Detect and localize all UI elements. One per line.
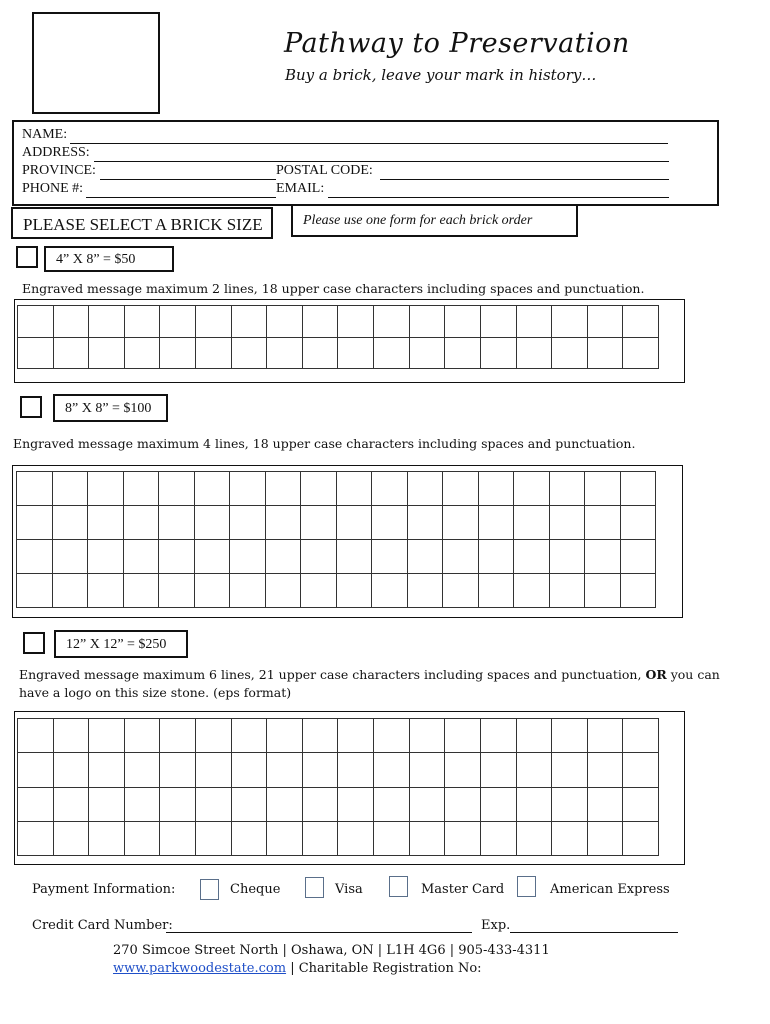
engraving-cell[interactable] bbox=[230, 540, 266, 574]
engraving-cell[interactable] bbox=[194, 540, 230, 574]
engraving-cell[interactable] bbox=[302, 337, 338, 369]
engraving-cell[interactable] bbox=[17, 506, 53, 540]
engraving-cell[interactable] bbox=[620, 506, 656, 540]
engraving-cell[interactable] bbox=[89, 337, 125, 369]
engraving-cell[interactable] bbox=[53, 787, 89, 821]
engraving-cell[interactable] bbox=[231, 306, 267, 338]
engraving-cell[interactable] bbox=[124, 821, 160, 855]
engraving-cell[interactable] bbox=[338, 821, 374, 855]
engraving-cell[interactable] bbox=[53, 753, 89, 787]
engraving-cell[interactable] bbox=[407, 540, 443, 574]
engraving-cell[interactable] bbox=[302, 821, 338, 855]
engraving-cell[interactable] bbox=[443, 540, 479, 574]
engraving-cell[interactable] bbox=[89, 787, 125, 821]
engraving-cell[interactable] bbox=[18, 306, 54, 338]
engraving-cell[interactable] bbox=[231, 337, 267, 369]
address-field[interactable] bbox=[94, 161, 669, 162]
engraving-cell[interactable] bbox=[552, 719, 588, 753]
engraving-cell[interactable] bbox=[336, 506, 372, 540]
engraving-cell[interactable] bbox=[338, 306, 374, 338]
engraving-cell[interactable] bbox=[267, 306, 303, 338]
footer-links bbox=[113, 961, 482, 976]
engraving-cell[interactable] bbox=[445, 753, 481, 787]
name-label: NAME: bbox=[22, 127, 68, 142]
engraving-cell[interactable] bbox=[159, 472, 195, 506]
brick-size-heading: PLEASE SELECT A BRICK SIZE bbox=[11, 207, 273, 239]
engraving-cell[interactable] bbox=[372, 574, 408, 608]
engraving-cell[interactable] bbox=[552, 787, 588, 821]
engraving-grid-12x12 bbox=[14, 711, 685, 865]
engraving-cell[interactable] bbox=[301, 540, 337, 574]
american-express-label: American Express bbox=[550, 882, 670, 897]
engraving-cell[interactable] bbox=[407, 506, 443, 540]
engraving-cell[interactable] bbox=[374, 787, 410, 821]
engraving-cell[interactable] bbox=[194, 574, 230, 608]
engraving-cell[interactable] bbox=[88, 472, 124, 506]
size-12x12-message-part2: you can bbox=[670, 667, 720, 682]
engraving-cell[interactable] bbox=[516, 719, 552, 753]
size-12x12-price: 12” X 12” = $250 bbox=[54, 630, 188, 658]
engraving-cell[interactable] bbox=[231, 821, 267, 855]
engraving-cell[interactable] bbox=[585, 472, 621, 506]
size-8x8-message-rules: Engraved message maximum 4 lines, 18 upper case characters including spaces and punctuation. bbox=[13, 436, 636, 451]
engraving-cell[interactable] bbox=[478, 574, 514, 608]
credit-card-label: Credit Card Number: bbox=[32, 918, 173, 933]
engraving-cell[interactable] bbox=[124, 753, 160, 787]
engraving-cell[interactable] bbox=[124, 337, 160, 369]
engraving-cell[interactable] bbox=[267, 787, 303, 821]
contact-info-box bbox=[12, 120, 719, 206]
engraving-cell[interactable] bbox=[409, 787, 445, 821]
engraving-cell[interactable] bbox=[160, 787, 196, 821]
cheque-checkbox[interactable] bbox=[200, 879, 219, 900]
engraving-cell[interactable] bbox=[620, 574, 656, 608]
engraving-cell[interactable] bbox=[478, 540, 514, 574]
engraving-cell[interactable] bbox=[160, 337, 196, 369]
engraving-cell[interactable] bbox=[302, 719, 338, 753]
engraving-cell[interactable] bbox=[196, 719, 232, 753]
engraving-cell[interactable] bbox=[196, 753, 232, 787]
engraving-cell[interactable] bbox=[18, 787, 54, 821]
engraving-cell[interactable] bbox=[585, 574, 621, 608]
postal-code-field[interactable] bbox=[380, 179, 669, 180]
engraving-cell[interactable] bbox=[552, 306, 588, 338]
engraving-cell[interactable] bbox=[516, 821, 552, 855]
engraving-cell[interactable] bbox=[374, 306, 410, 338]
engraving-cell[interactable] bbox=[196, 337, 232, 369]
engraving-cell[interactable] bbox=[194, 472, 230, 506]
engraving-cells-4x8[interactable] bbox=[17, 305, 659, 369]
engraving-cell[interactable] bbox=[409, 719, 445, 753]
size-12x12-checkbox[interactable] bbox=[23, 632, 45, 654]
engraving-cell[interactable] bbox=[623, 821, 659, 855]
engraving-cell[interactable] bbox=[587, 719, 623, 753]
size-8x8-price: 8” X 8” = $100 bbox=[53, 394, 168, 422]
engraving-cell[interactable] bbox=[336, 574, 372, 608]
engraving-cell[interactable] bbox=[478, 472, 514, 506]
engraving-cell[interactable] bbox=[124, 787, 160, 821]
engraving-cell[interactable] bbox=[443, 506, 479, 540]
engraving-cell[interactable] bbox=[587, 337, 623, 369]
engraving-cell[interactable] bbox=[265, 506, 301, 540]
engraving-cell[interactable] bbox=[552, 753, 588, 787]
engraving-cell[interactable] bbox=[17, 472, 53, 506]
engraving-cell[interactable] bbox=[231, 719, 267, 753]
size-8x8-checkbox[interactable] bbox=[20, 396, 42, 418]
engraving-cell[interactable] bbox=[623, 306, 659, 338]
engraving-cell[interactable] bbox=[409, 306, 445, 338]
engraving-cell[interactable] bbox=[196, 787, 232, 821]
size-12x12-message-part1: Engraved message maximum 6 lines, 21 upper case characters including spaces and punctuation, bbox=[19, 667, 642, 682]
engraving-cell[interactable] bbox=[585, 540, 621, 574]
engraving-cell[interactable] bbox=[336, 472, 372, 506]
master-card-label: Master Card bbox=[421, 882, 505, 897]
engraving-cell[interactable] bbox=[480, 787, 516, 821]
engraving-cell[interactable] bbox=[443, 472, 479, 506]
engraving-cell[interactable] bbox=[409, 337, 445, 369]
engraving-cell[interactable] bbox=[88, 540, 124, 574]
engraving-cell[interactable] bbox=[374, 753, 410, 787]
order-note: Please use one form for each brick order bbox=[291, 204, 578, 237]
engraving-cell[interactable] bbox=[160, 719, 196, 753]
engraving-cell[interactable] bbox=[52, 472, 88, 506]
form-subtitle: Buy a brick, leave your mark in history… bbox=[285, 66, 597, 84]
engraving-cell[interactable] bbox=[196, 821, 232, 855]
cheque-label: Cheque bbox=[230, 882, 281, 897]
engraving-cell[interactable] bbox=[445, 719, 481, 753]
name-field[interactable] bbox=[70, 143, 668, 144]
engraving-cell[interactable] bbox=[549, 574, 585, 608]
province-label: PROVINCE: bbox=[22, 163, 96, 178]
engraving-cells-8x8[interactable] bbox=[16, 471, 656, 608]
logo-placeholder-box bbox=[32, 12, 160, 114]
master-card-checkbox[interactable] bbox=[389, 876, 408, 897]
engraving-cell[interactable] bbox=[480, 719, 516, 753]
engraving-cell[interactable] bbox=[549, 506, 585, 540]
engraving-cell[interactable] bbox=[620, 472, 656, 506]
engraving-cell[interactable] bbox=[478, 506, 514, 540]
size-4x8-checkbox[interactable] bbox=[16, 246, 38, 268]
engraving-cell[interactable] bbox=[124, 719, 160, 753]
engraving-cells-12x12[interactable] bbox=[17, 718, 659, 856]
engraving-cell[interactable] bbox=[549, 472, 585, 506]
engraving-cell[interactable] bbox=[160, 753, 196, 787]
engraving-cell[interactable] bbox=[552, 337, 588, 369]
engraving-cell[interactable] bbox=[17, 540, 53, 574]
engraving-cell[interactable] bbox=[52, 506, 88, 540]
engraving-cell[interactable] bbox=[18, 821, 54, 855]
engraving-cell[interactable] bbox=[516, 787, 552, 821]
engraving-cell[interactable] bbox=[18, 719, 54, 753]
engraving-cell[interactable] bbox=[159, 540, 195, 574]
engraving-cell[interactable] bbox=[231, 787, 267, 821]
footer-address: 270 Simcoe Street North | Oshawa, ON | L1H 4G6 | 905-433-4311 bbox=[113, 943, 550, 958]
engraving-cell[interactable] bbox=[52, 540, 88, 574]
engraving-cell[interactable] bbox=[301, 574, 337, 608]
engraving-cell[interactable] bbox=[159, 574, 195, 608]
engraving-cell[interactable] bbox=[160, 821, 196, 855]
engraving-cell[interactable] bbox=[123, 574, 159, 608]
engraving-cell[interactable] bbox=[516, 337, 552, 369]
engraving-grid-8x8 bbox=[12, 465, 683, 618]
engraving-cell[interactable] bbox=[407, 574, 443, 608]
engraving-cell[interactable] bbox=[514, 472, 550, 506]
engraving-cell[interactable] bbox=[123, 506, 159, 540]
size-12x12-message-or: OR bbox=[645, 667, 667, 682]
engraving-cell[interactable] bbox=[623, 719, 659, 753]
postal-code-label: POSTAL CODE: bbox=[276, 163, 373, 178]
engraving-cell[interactable] bbox=[443, 574, 479, 608]
engraving-cell[interactable] bbox=[267, 337, 303, 369]
engraving-cell[interactable] bbox=[338, 337, 374, 369]
engraving-cell[interactable] bbox=[587, 821, 623, 855]
engraving-cell[interactable] bbox=[480, 821, 516, 855]
engraving-cell[interactable] bbox=[585, 506, 621, 540]
engraving-cell[interactable] bbox=[372, 472, 408, 506]
engraving-cell[interactable] bbox=[159, 506, 195, 540]
engraving-cell[interactable] bbox=[53, 337, 89, 369]
engraving-cell[interactable] bbox=[301, 472, 337, 506]
engraving-cell[interactable] bbox=[445, 787, 481, 821]
visa-checkbox[interactable] bbox=[305, 877, 324, 898]
engraving-cell[interactable] bbox=[89, 821, 125, 855]
engraving-cell[interactable] bbox=[302, 306, 338, 338]
engraving-cell[interactable] bbox=[17, 574, 53, 608]
engraving-cell[interactable] bbox=[89, 753, 125, 787]
engraving-cell[interactable] bbox=[409, 821, 445, 855]
engraving-cell[interactable] bbox=[587, 753, 623, 787]
engraving-cell[interactable] bbox=[89, 306, 125, 338]
engraving-cell[interactable] bbox=[267, 821, 303, 855]
engraving-cell[interactable] bbox=[514, 574, 550, 608]
engraving-cell[interactable] bbox=[267, 719, 303, 753]
engraving-cell[interactable] bbox=[267, 753, 303, 787]
engraving-cell[interactable] bbox=[516, 306, 552, 338]
engraving-cell[interactable] bbox=[480, 337, 516, 369]
charity-registration: | Charitable Registration No: bbox=[286, 961, 482, 976]
engraving-cell[interactable] bbox=[445, 337, 481, 369]
engraving-cell[interactable] bbox=[374, 821, 410, 855]
engraving-cell[interactable] bbox=[88, 506, 124, 540]
form-title: Pathway to Preservation bbox=[284, 28, 630, 59]
engraving-cell[interactable] bbox=[265, 472, 301, 506]
engraving-cell[interactable] bbox=[338, 787, 374, 821]
province-field[interactable] bbox=[100, 179, 276, 180]
engraving-cell[interactable] bbox=[230, 506, 266, 540]
engraving-cell[interactable] bbox=[265, 574, 301, 608]
engraving-cell[interactable] bbox=[124, 306, 160, 338]
email-label: EMAIL: bbox=[276, 181, 325, 196]
size-12x12-message-logo: have a logo on this size stone. (eps format) bbox=[19, 685, 292, 700]
engraving-cell[interactable] bbox=[194, 506, 230, 540]
engraving-cell[interactable] bbox=[620, 540, 656, 574]
engraving-cell[interactable] bbox=[552, 821, 588, 855]
engraving-cell[interactable] bbox=[18, 337, 54, 369]
engraving-cell[interactable] bbox=[336, 540, 372, 574]
engraving-cell[interactable] bbox=[301, 506, 337, 540]
email-field[interactable] bbox=[328, 197, 669, 198]
engraving-cell[interactable] bbox=[445, 821, 481, 855]
engraving-cell[interactable] bbox=[88, 574, 124, 608]
visa-label: Visa bbox=[335, 882, 363, 897]
engraving-cell[interactable] bbox=[53, 306, 89, 338]
engraving-cell[interactable] bbox=[549, 540, 585, 574]
engraving-grid-4x8 bbox=[14, 299, 685, 383]
engraving-cell[interactable] bbox=[196, 306, 232, 338]
engraving-cell[interactable] bbox=[587, 787, 623, 821]
engraving-cell[interactable] bbox=[587, 306, 623, 338]
engraving-cell[interactable] bbox=[18, 753, 54, 787]
address-label: ADDRESS: bbox=[22, 145, 90, 160]
engraving-cell[interactable] bbox=[338, 753, 374, 787]
payment-label: Payment Information: bbox=[32, 882, 176, 897]
engraving-cell[interactable] bbox=[445, 306, 481, 338]
engraving-cell[interactable] bbox=[516, 753, 552, 787]
engraving-cell[interactable] bbox=[338, 719, 374, 753]
engraving-cell[interactable] bbox=[53, 821, 89, 855]
engraving-cell[interactable] bbox=[374, 337, 410, 369]
phone-field[interactable] bbox=[86, 197, 276, 198]
engraving-cell[interactable] bbox=[123, 540, 159, 574]
phone-label: PHONE #: bbox=[22, 181, 84, 196]
american-express-checkbox[interactable] bbox=[517, 876, 536, 897]
engraving-cell[interactable] bbox=[231, 753, 267, 787]
engraving-cell[interactable] bbox=[623, 337, 659, 369]
engraving-cell[interactable] bbox=[123, 472, 159, 506]
engraving-cell[interactable] bbox=[480, 753, 516, 787]
engraving-cell[interactable] bbox=[230, 472, 266, 506]
engraving-cell[interactable] bbox=[407, 472, 443, 506]
engraving-cell[interactable] bbox=[374, 719, 410, 753]
engraving-cell[interactable] bbox=[160, 306, 196, 338]
expiry-field[interactable] bbox=[510, 932, 678, 933]
engraving-cell[interactable] bbox=[230, 574, 266, 608]
size-4x8-price: 4” X 8” = $50 bbox=[44, 246, 174, 272]
engraving-cell[interactable] bbox=[514, 540, 550, 574]
engraving-cell[interactable] bbox=[623, 753, 659, 787]
engraving-cell[interactable] bbox=[514, 506, 550, 540]
engraving-cell[interactable] bbox=[265, 540, 301, 574]
engraving-cell[interactable] bbox=[302, 787, 338, 821]
engraving-cell[interactable] bbox=[53, 719, 89, 753]
engraving-cell[interactable] bbox=[302, 753, 338, 787]
size-4x8-message-rules: Engraved message maximum 2 lines, 18 upper case characters including spaces and punctuation. bbox=[22, 281, 645, 296]
engraving-cell[interactable] bbox=[480, 306, 516, 338]
website-link[interactable]: www.parkwoodestate.com bbox=[113, 961, 287, 976]
engraving-cell[interactable] bbox=[52, 574, 88, 608]
engraving-cell[interactable] bbox=[372, 506, 408, 540]
credit-card-field[interactable] bbox=[166, 932, 472, 933]
engraving-cell[interactable] bbox=[623, 787, 659, 821]
size-12x12-message-rules bbox=[19, 667, 720, 682]
engraving-cell[interactable] bbox=[409, 753, 445, 787]
expiry-label: Exp. bbox=[481, 918, 511, 933]
engraving-cell[interactable] bbox=[89, 719, 125, 753]
engraving-cell[interactable] bbox=[372, 540, 408, 574]
